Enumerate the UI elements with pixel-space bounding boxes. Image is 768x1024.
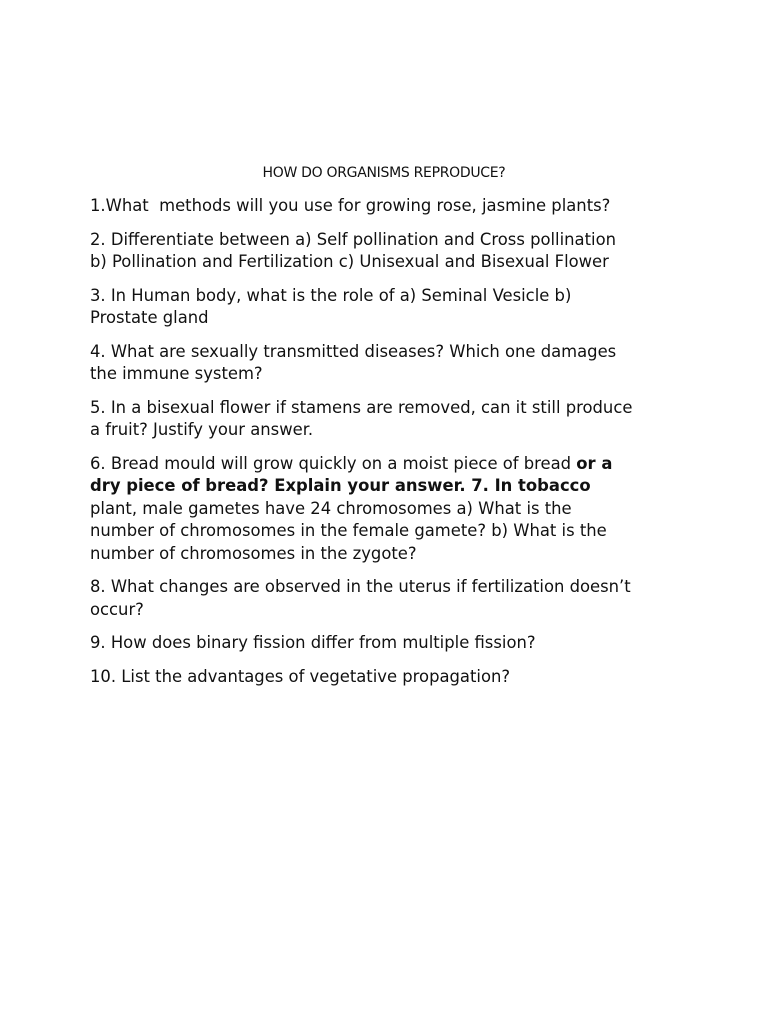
question-10-text: 10. List the advantages of vegetative propagation? — [90, 666, 511, 686]
question-7-line-2: number of chromosomes in the female gamete? b) What is the — [90, 521, 607, 540]
question-6-text: 6. Bread mould will grow quickly on a moist piece of bread — [90, 453, 577, 473]
question-4-line-2: the immune system? — [90, 364, 263, 383]
question-3 — [90, 285, 690, 330]
question-4 — [90, 341, 690, 386]
question-2 — [90, 229, 690, 274]
question-8-line-1: 8. What changes are observed in the uterus if fertilization doesn’t — [90, 577, 631, 596]
question-10 — [90, 666, 690, 689]
question-4-line-1: 4. What are sexually transmitted diseases? Which one damages — [90, 341, 617, 361]
question-5 — [90, 397, 690, 442]
question-9 — [90, 632, 690, 655]
question-6-bold-text: or a — [576, 453, 613, 473]
question-6-line-2 — [90, 475, 690, 498]
question-8-line-2: occur? — [90, 599, 144, 619]
question-9-text: 9. How does binary fission differ from multiple fission? — [90, 633, 536, 652]
question-2-line-1: 2. Differentiate between a) Self pollination and Cross pollination — [90, 229, 616, 249]
question-2-line-2: b) Pollination and Fertilization c) Unisexual and Bisexual Flower — [90, 252, 609, 271]
question-1 — [90, 195, 690, 218]
question-3-line-1: 3. In Human body, what is the role of a) Seminal Vesicle b) — [90, 285, 572, 305]
question-list — [90, 195, 690, 699]
question-6-7 — [90, 453, 690, 566]
question-7-line-3: number of chromosomes in the zygote? — [90, 543, 417, 563]
question-1-text: 1.What methods will you use for growing rose, jasmine plants? — [90, 196, 611, 215]
question-3-line-2: Prostate gland — [90, 308, 209, 327]
document-title: HOW DO ORGANISMS REPRODUCE? — [262, 165, 506, 181]
question-7-line-1: plant, male gametes have 24 chromosomes a) What is the — [90, 498, 572, 518]
question-6-7-bold-text: dry piece of bread? Explain your answer. 7. In tobacco — [90, 476, 591, 495]
question-8 — [90, 576, 690, 621]
question-5-line-2: a fruit? Justify your answer. — [90, 420, 314, 439]
question-5-line-1: 5. In a bisexual flower if stamens are removed, can it still produce — [90, 397, 633, 417]
question-6-line-1 — [90, 453, 690, 476]
